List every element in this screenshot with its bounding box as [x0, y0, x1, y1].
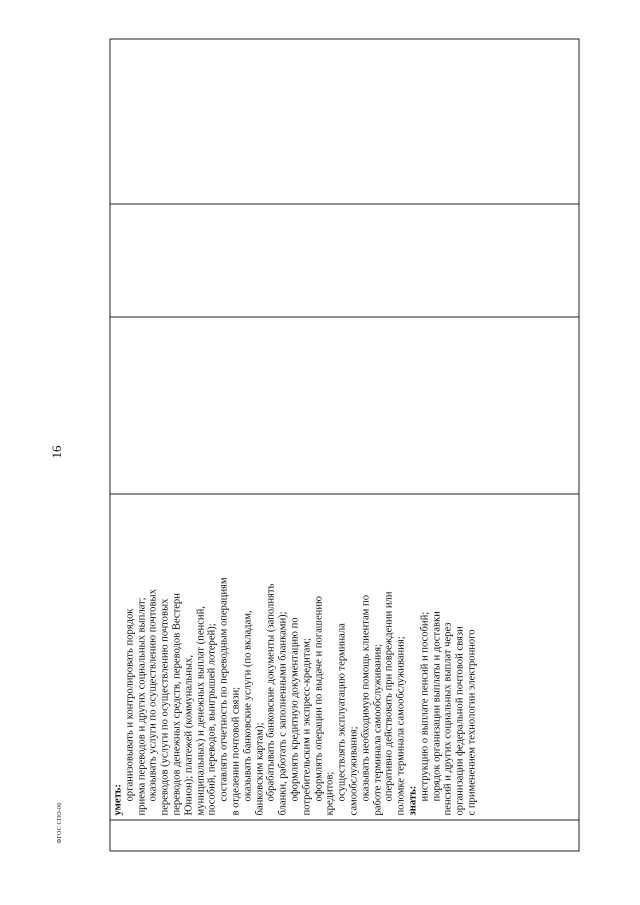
table-cell-col4: [110, 204, 579, 317]
text-line: бланки, работать с заполненными бланками);: [277, 611, 289, 816]
standards-table-rotated: [110, 45, 580, 852]
text-line: пособий, переводов, выигрышей лотерей);: [206, 623, 218, 816]
text-line: организации федеральной почтовой связи: [454, 626, 466, 816]
text-line: поломке терминала самообслуживания;: [395, 636, 407, 816]
text-line: оказывать услуги по осуществлению почтовых: [147, 589, 159, 802]
text-line: оформлять операции по выдаче и погашению: [313, 596, 325, 802]
text-line: порядок организации выплаты и доставки: [431, 611, 443, 802]
text-line: оперативно действовать при повреждении или: [383, 591, 395, 802]
text-line: банковским картам);: [254, 722, 266, 816]
text-line: с применением технологии электронного: [466, 629, 478, 816]
text-line: составлять отчетность по переводным операциям: [218, 577, 230, 802]
table-cell-col3: [110, 317, 579, 494]
text-line: потребительским и экспресс-кредитам;: [301, 638, 313, 816]
text-line: в отделении почтовой связи;: [230, 686, 242, 816]
section-heading: знать:: [407, 785, 419, 816]
text-line: работе терминала самообслуживания;: [372, 643, 384, 816]
text-line: Юнион); платежей (коммунальных,: [183, 655, 195, 816]
text-line: организовывать и контролировать порядок: [124, 608, 136, 802]
text-line: переводов денежных средств, переводов Вестерн: [171, 593, 183, 816]
text-line: обрабатывать банковские документы (заполнять: [265, 583, 277, 802]
section-heading: уметь:: [112, 784, 124, 816]
table-cell-content: [110, 494, 579, 820]
text-line: кредитов;: [324, 771, 336, 816]
text-line: оказывать необходимую помощь клиентам по: [360, 594, 372, 802]
text-line: пенсий и других социальных выплат через: [442, 622, 454, 816]
text-line: самообслуживания;: [348, 726, 360, 816]
standards-table: [110, 39, 580, 852]
text-line: инструкцию о выплате пенсий и пособий;: [419, 611, 431, 802]
text-line: оказывать банковские услуги (по вкладам,: [242, 610, 254, 802]
text-line: переводов (услуги по осуществлению почтовых: [159, 598, 171, 816]
table-cell-col5: [110, 39, 579, 204]
page-number: 16: [49, 445, 64, 459]
competency-text: [111, 495, 479, 820]
text-line: осуществлять эксплуатацию терминала: [336, 623, 348, 802]
text-line: оформлять кредитную документацию по: [289, 617, 301, 802]
footer-standard-code: ФГОС СПО-06: [57, 802, 63, 844]
text-line: муниципальных) и денежных выплат (пенсий,: [195, 606, 207, 816]
text-line: приема переводов и других социальных выплат;: [136, 597, 148, 816]
table-row: [110, 39, 579, 851]
table-cell-code: [110, 820, 579, 851]
